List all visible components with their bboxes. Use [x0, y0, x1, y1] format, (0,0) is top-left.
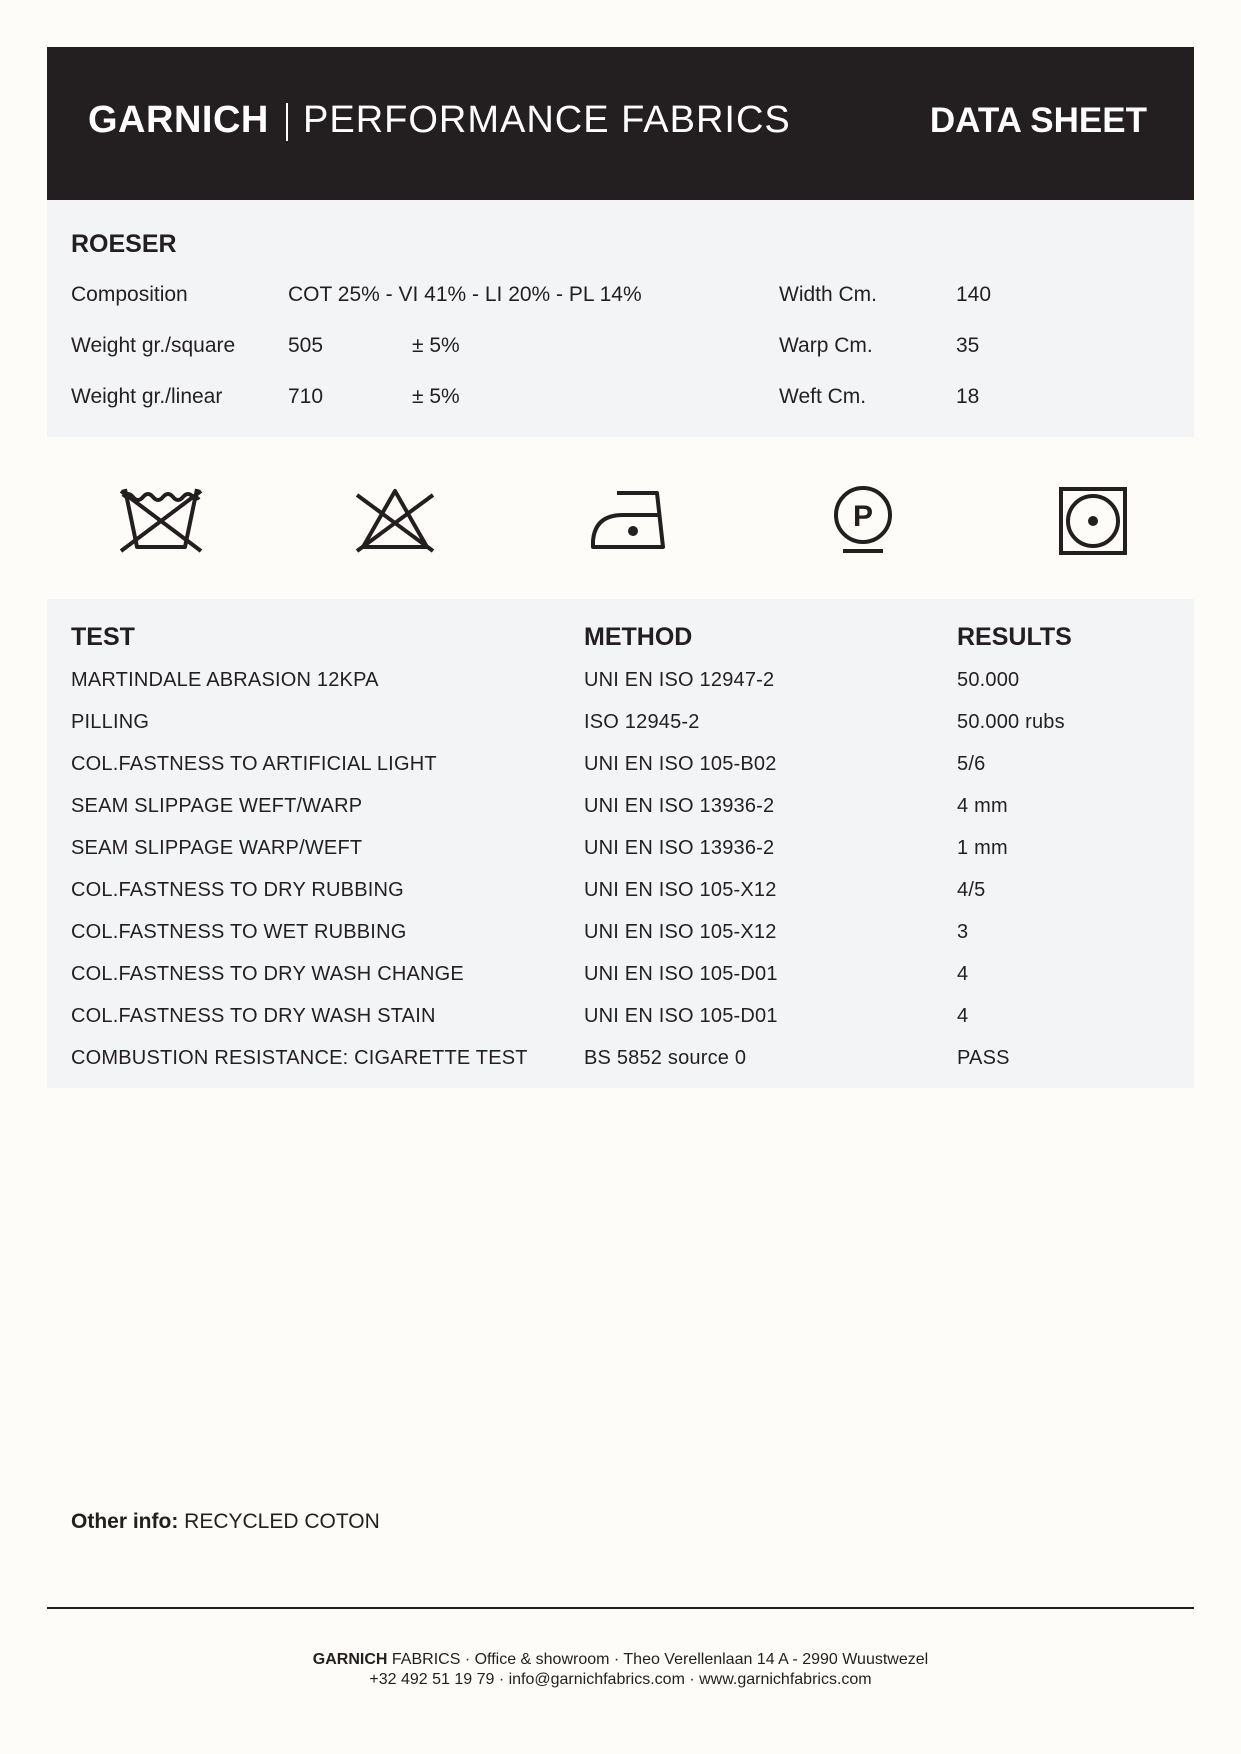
composition-value: COT 25% - VI 41% - LI 20% - PL 14% [288, 283, 642, 306]
test-name: SEAM SLIPPAGE WEFT/WARP [71, 795, 363, 817]
test-result: 4 [957, 1005, 969, 1027]
footer-divider [47, 1607, 1194, 1609]
weft-label: Weft Cm. [779, 385, 867, 408]
iron-low-heat-icon [587, 485, 671, 557]
composition-label: Composition [71, 283, 188, 306]
test-name: COL.FASTNESS TO ARTIFICIAL LIGHT [71, 753, 437, 775]
test-method: UNI EN ISO 12947-2 [584, 669, 775, 691]
test-result: 5/6 [957, 753, 986, 775]
test-method: UNI EN ISO 13936-2 [584, 795, 775, 817]
weight-linear-value: 710 [288, 385, 324, 408]
product-name: ROESER [71, 230, 177, 258]
header-bar [47, 47, 1194, 200]
table-row [47, 963, 1194, 1005]
weight-square-value: 505 [288, 334, 324, 357]
test-name: COL.FASTNESS TO DRY WASH STAIN [71, 1005, 436, 1027]
test-method: UNI EN ISO 105-B02 [584, 753, 777, 775]
test-result: 50.000 [957, 669, 1020, 691]
test-name: MARTINDALE ABRASION 12KPA [71, 669, 379, 691]
test-result: 3 [957, 921, 969, 943]
test-result: 4/5 [957, 879, 986, 901]
test-result: PASS [957, 1047, 1010, 1069]
table-row [47, 711, 1194, 753]
test-result: 50.000 rubs [957, 711, 1065, 733]
table-row [47, 921, 1194, 963]
table-row [47, 1005, 1194, 1047]
other-info [71, 1510, 380, 1534]
warp-label: Warp Cm. [779, 334, 873, 357]
test-method: UNI EN ISO 105-D01 [584, 1005, 778, 1027]
footer-contact: +32 492 51 19 79 · info@garnichfabrics.com · www.garnichfabrics.com [369, 1671, 872, 1688]
warp-value: 35 [956, 334, 980, 357]
footer-brand: GARNICH [312, 1651, 388, 1668]
other-info-value: RECYCLED COTON [178, 1510, 380, 1533]
weight-square-label: Weight gr./square [71, 334, 236, 357]
document-type: DATA SHEET [929, 101, 1147, 140]
column-header-method: METHOD [584, 623, 693, 651]
test-name: COL.FASTNESS TO WET RUBBING [71, 921, 407, 943]
brand-subtitle: PERFORMANCE FABRICS [303, 99, 791, 141]
table-row [47, 837, 1194, 879]
do-not-wash-icon [119, 485, 203, 557]
width-label: Width Cm. [779, 283, 878, 306]
test-method: UNI EN ISO 105-X12 [584, 879, 777, 901]
test-method: BS 5852 source 0 [584, 1047, 747, 1069]
footer-address-text: FABRICS · Office & showroom · Theo Verellenlaan 14 A - 2990 Wuustwezel [387, 1651, 929, 1668]
weight-linear-tolerance: ± 5% [412, 385, 460, 408]
test-result: 4 mm [957, 795, 1008, 817]
other-info-label: Other info: [71, 1510, 179, 1533]
table-row [47, 753, 1194, 795]
weight-linear-label: Weight gr./linear [71, 385, 223, 408]
table-row [47, 795, 1194, 837]
do-not-bleach-icon [353, 485, 437, 557]
test-method: ISO 12945-2 [584, 711, 700, 733]
brand-divider [286, 103, 288, 141]
test-result: 4 [957, 963, 969, 985]
test-method: UNI EN ISO 13936-2 [584, 837, 775, 859]
table-row [47, 669, 1194, 711]
brand-name: GARNICH [88, 99, 269, 141]
tumble-dry-low-icon [1053, 485, 1137, 557]
column-header-results: RESULTS [957, 623, 1072, 651]
svg-text:P: P [852, 500, 874, 533]
test-result: 1 mm [957, 837, 1008, 859]
width-value: 140 [956, 283, 992, 306]
test-method: UNI EN ISO 105-D01 [584, 963, 778, 985]
product-info-panel [47, 200, 1194, 437]
weft-value: 18 [956, 385, 980, 408]
test-name: COL.FASTNESS TO DRY RUBBING [71, 879, 404, 901]
test-name: COMBUSTION RESISTANCE: CIGARETTE TEST [71, 1047, 528, 1069]
test-name: PILLING [71, 711, 150, 733]
weight-square-tolerance: ± 5% [412, 334, 460, 357]
column-header-test: TEST [71, 623, 135, 651]
test-name: COL.FASTNESS TO DRY WASH CHANGE [71, 963, 464, 985]
care-instructions [47, 437, 1194, 599]
test-method: UNI EN ISO 105-X12 [584, 921, 777, 943]
dry-clean-p-icon [821, 485, 905, 557]
test-name: SEAM SLIPPAGE WARP/WEFT [71, 837, 363, 859]
footer-address [47, 1651, 1194, 1669]
table-row [47, 879, 1194, 921]
test-results-table [47, 599, 1194, 1088]
table-row [47, 1047, 1194, 1089]
